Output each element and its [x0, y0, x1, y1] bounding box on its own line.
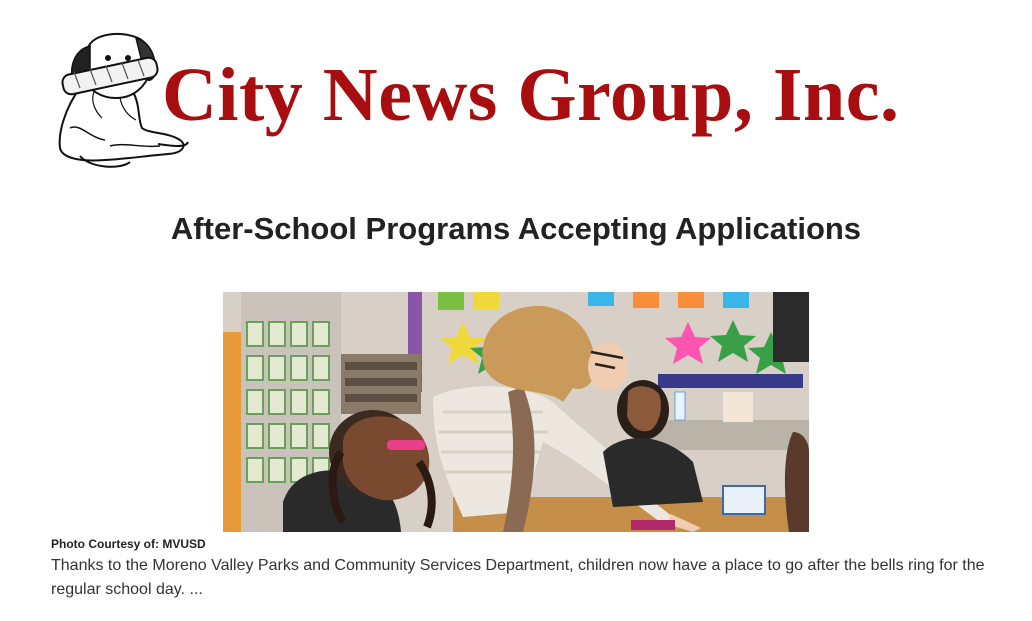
article-teaser: Thanks to the Moreno Valley Parks and Community Services Department, children now have a place to go after the bells ring for the regular school day. ... [51, 557, 985, 598]
article-photo[interactable] [223, 292, 809, 532]
brand-name: City News Group, Inc. [162, 53, 900, 137]
photo-caption: Photo Courtesy of: MVUSD [51, 537, 206, 551]
article-headline[interactable]: After-School Programs Accepting Applications [170, 211, 862, 246]
masthead [50, 28, 980, 173]
